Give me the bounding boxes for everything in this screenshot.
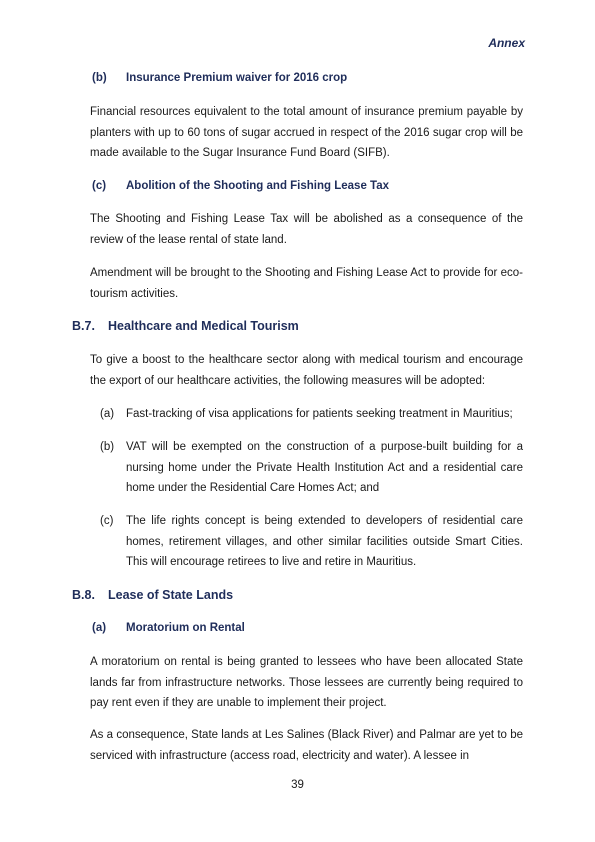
subheading-b8-a-title: Moratorium on Rental (126, 622, 245, 634)
paragraph-insurance-premium: Financial resources equivalent to the total amount of insurance premium payable by planters with up to 60 tons of sugar accrued in respect of the 2016 sugar crop will be made available to the Sugar Insurance Fund Board (SIFB). (90, 106, 523, 159)
subheading-c-title: Abolition of the Shooting and Fishing Lease Tax (126, 180, 390, 192)
subheading-c (92, 180, 389, 192)
annex-header: Annex (488, 36, 525, 50)
subheading-c-letter: (c) (92, 180, 107, 192)
section-heading-b8 (72, 588, 233, 602)
list-item-visa (100, 404, 523, 425)
paragraph-state-lands: As a consequence, State lands at Les Salines (Black River) and Palmar are yet to be serviced with infrastructure (access road, electricity and water). A lessee in (90, 729, 523, 762)
section-b8-title: Lease of State Lands (108, 588, 234, 602)
subheading-b-title: Insurance Premium waiver for 2016 crop (126, 72, 348, 84)
section-b7-title: Healthcare and Medical Tourism (108, 319, 299, 333)
paragraph-healthcare-intro: To give a boost to the healthcare sector along with medical tourism and encourage the export of our healthcare activities, the following measures will be adopted: (90, 354, 523, 387)
list-item-label: (b) (100, 441, 115, 453)
paragraph-lease-tax-abolished: The Shooting and Fishing Lease Tax will be abolished as a consequence of the review of the lease rental of state land. (90, 213, 523, 246)
subheading-b (92, 72, 347, 84)
list-item-text: VAT will be exempted on the construction of a purpose-built building for a nursing home under the Private Health Institution Act and a residential care home under the Residential Care Homes Act; and (126, 441, 523, 494)
list-item-life-rights (100, 511, 523, 573)
subheading-b8-a-letter: (a) (92, 622, 107, 634)
list-item-text: Fast-tracking of visa applications for patients seeking treatment in Mauritius; (126, 408, 513, 420)
paragraph-lease-act-amendment: Amendment will be brought to the Shooting and Fishing Lease Act to provide for eco-tourism activities. (90, 267, 523, 300)
section-b7-number: B.7. (72, 319, 95, 333)
subheading-b-letter: (b) (92, 72, 107, 84)
section-heading-b7 (72, 319, 299, 333)
paragraph-moratorium: A moratorium on rental is being granted to lessees who have been allocated State lands far from infrastructure networks. Those lessees are currently being required to pay rent even if they are unable to implement their project. (90, 656, 523, 709)
subheading-b8-a (92, 622, 245, 634)
list-item-label: (c) (100, 515, 114, 527)
list-item-vat (100, 437, 523, 499)
list-item-text: The life rights concept is being extended to developers of residential care homes, retirement villages, and other similar facilities outside Smart Cities. This will encourage retirees to live and retire in Mauritius. (126, 515, 523, 568)
section-b8-number: B.8. (72, 588, 95, 602)
page-number: 39 (291, 779, 304, 791)
list-item-label: (a) (100, 408, 115, 420)
